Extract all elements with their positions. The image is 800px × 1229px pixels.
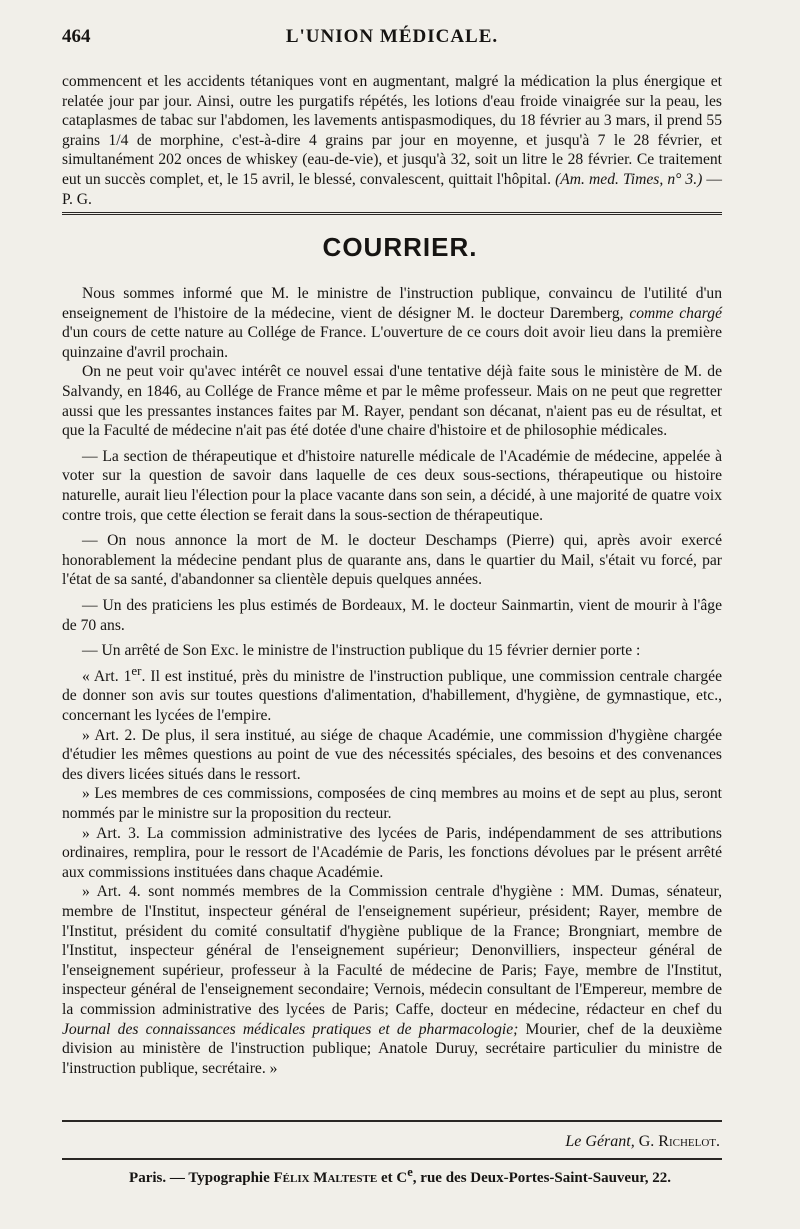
- paragraph: — On nous annonce la mort de M. le docteur Deschamps (Pierre) qui, après avoir exercé honorablement la médecine pendant plus de quarante ans, dans le quartier du Mail, s'était vu forcé, par l'état de sa santé, d'abandonner sa clientèle depuis quelques années.: [62, 532, 722, 589]
- paragraph-italic: comme chargé: [629, 304, 722, 322]
- page-number: 464: [62, 26, 91, 47]
- paragraph: » Art. 3. La commission administrative des lycées de Paris, indépendamment de ses attributions ordinaires, remplira, pour le ressort de l'Académie de Paris, les fonctions dévolues par le présent arrêté aux commissions instituées dans chaque Académie.: [62, 824, 722, 881]
- signature: [565, 1133, 720, 1151]
- continued-text: commencent et les accidents tétaniques vont en augmentant, malgré la médication la plus énergique et relatée jour par jour. Ainsi, outre les purgatifs répétés, les lotions d'eau froide vinaigrée sur la peau, les cataplasmes de tabac sur l'abdomen, les lavements antispasmodiques, du 18 février au 3 mars, il prend 55 grains 1/4 de morphine, c'est-à-dire 4 grains par jour en moyenne, et jusqu'à 7 le 28 février, et simultanément 202 onces de whiskey (eau-de-vie), et jusqu'à 32, soit un litre le 28 février. Ce traitement eut un succès complet, et, le 15 avril, le blessé, convalescent, quittait l'hôpital.: [62, 73, 722, 188]
- printer-imprint: [0, 1165, 800, 1187]
- imprint-text: , rue des Deux-Portes-Saint-Sauveur, 22.: [412, 1170, 671, 1186]
- paragraph: — Un des praticiens les plus estimés de Bordeaux, M. le docteur Sainmartin, vient de mourir à l'âge de 70 ans.: [62, 596, 722, 634]
- printer-name: Félix Malteste: [273, 1170, 378, 1186]
- section-divider: [62, 212, 722, 215]
- section-title: COURRIER.: [322, 232, 478, 262]
- paragraph-text: Nous sommes informé que M. le ministre de l'instruction publique, convaincu de l'utilité d'un enseignement de l'histoire de la médecine, vient de désigner M. le docteur Daremberg,: [62, 285, 722, 322]
- superscript: er: [131, 662, 142, 678]
- paragraph-text: d'un cours de cette nature au Collége de France. L'ouverture de ce cours doit avoir lieu dans la première quinzaine d'avril prochain.: [62, 324, 722, 361]
- signature-rule: [62, 1120, 722, 1122]
- footer-rule: [62, 1158, 722, 1160]
- signature-title: Le Gérant,: [565, 1133, 635, 1150]
- paragraph: [62, 284, 722, 362]
- citation: (Am. med. Times, n° 3.): [555, 170, 703, 188]
- paragraph: [62, 882, 722, 1078]
- paragraph-text: . Il est institué, près du ministre de l'instruction publique, une commission centrale chargée de donner son avis sur toutes questions d'alimentation, d'habillement, d'hygiène, de gymnastique, etc., concernant les lycées de l'empire.: [62, 667, 722, 725]
- running-header: [62, 26, 722, 50]
- journal-title-italic: Journal des connaissances médicales pratiques et de pharmacologie;: [62, 1020, 519, 1038]
- paragraph: » Art. 2. De plus, il sera institué, au siége de chaque Académie, une commission d'hygiène chargée d'étudier les mêmes questions au point de vue des nécessités spéciales, des besoins et des convenances des divers licées situés dans le ressort.: [62, 726, 722, 783]
- signature-name: G. Richelot.: [638, 1133, 720, 1150]
- signoff: — P. G.: [62, 170, 722, 208]
- paragraph-text: « Art. 1: [82, 667, 132, 685]
- continued-article: [62, 72, 722, 209]
- paragraph: [62, 661, 722, 726]
- paragraph: » Les membres de ces commissions, composées de cinq membres au moins et de sept au plus, seront nommés par le ministre sur la proposition du recteur.: [62, 785, 722, 823]
- paragraph: On ne peut voir qu'avec intérêt ce nouvel essai d'une tentative déjà faite sous le ministère de M. de Salvandy, en 1846, au Collége de France même et par le même professeur. Mais on ne peut que regretter aussi que les pressantes instances faites par M. Rayer, pendant son décanat, n'aient pas eu de résultat, et que la Faculté de médecine n'ait pas été dotée d'une chaire d'histoire et de philosophie médicales.: [62, 363, 722, 440]
- paragraph-text: Mourier, chef de la deuxième division au ministère de l'instruction publique; Anatole Duruy, secrétaire particulier du ministre de l'instruction publique, secrétaire. »: [62, 1020, 722, 1077]
- imprint-text: et C: [377, 1170, 408, 1186]
- paragraph: — Un arrêté de Son Exc. le ministre de l'instruction publique du 15 février dernier porte :: [82, 642, 641, 660]
- journal-title: L'UNION MÉDICALE.: [285, 26, 499, 47]
- paragraph-text: » Art. 4. sont nommés membres de la Commission centrale d'hygiène : MM. Dumas, sénateur, membre de l'Institut, inspecteur général de l'enseignement supérieur, président; Rayer, membre de l'Institut, président du comité consultatif d'hygiène publique de la France; Brongniart, membre de l'Institut, inspecteur général de l'enseignement supérieur; Denonvilliers, inspecteur général de l'enseignement supérieur, professeur à la Faculté de médecine de Paris; Faye, membre de l'Institut, inspecteur général de l'enseignement secondaire; Vernois, médecin consultant de l'Empereur, membre de la commission administrative des lycées de Paris; Caffe, docteur en médecine, rédacteur en chef du: [62, 883, 722, 1018]
- superscript: e: [407, 1165, 413, 1179]
- imprint-text: Paris. — Typographie: [129, 1170, 274, 1186]
- paragraph: — La section de thérapeutique et d'histoire naturelle médicale de l'Académie de médecine, appelée à voter sur la question de savoir dans laquelle de ces deux sous-sections, thérapeutique ou histoire naturelle, aurait lieu l'élection pour la place vacante dans son sein, a décidé, à une majorité de quatre voix contre trois, que cette élection se ferait dans la sous-section de thérapeutique.: [62, 447, 722, 524]
- continued-paragraph: [62, 72, 722, 209]
- courrier-section: [62, 284, 722, 1078]
